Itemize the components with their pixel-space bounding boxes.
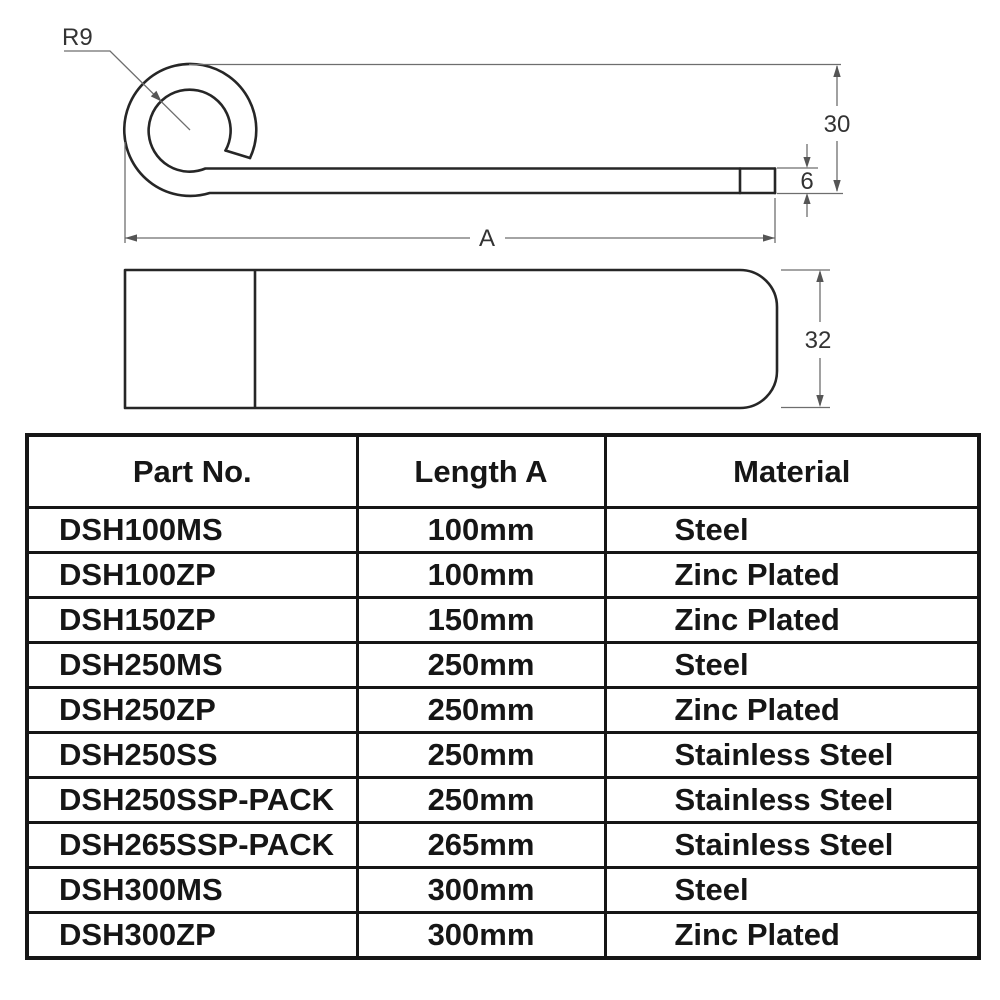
- header-row: [27, 435, 979, 508]
- arrow-a-left: [125, 234, 137, 241]
- technical-drawing: [0, 0, 1000, 430]
- length-a-label: A: [478, 225, 496, 252]
- material-cell: Zinc Plated: [605, 913, 979, 959]
- part-no-cell: DSH100MS: [27, 508, 357, 553]
- radius-label: R9: [62, 24, 93, 51]
- hook-inner-outline: [149, 90, 775, 172]
- thickness-6-label: 6: [800, 168, 814, 195]
- material-cell: Zinc Plated: [605, 553, 979, 598]
- length-cell: 265mm: [357, 823, 605, 868]
- material-cell: Steel: [605, 643, 979, 688]
- material-cell: Steel: [605, 868, 979, 913]
- length-cell: 150mm: [357, 598, 605, 643]
- arrow-32-up: [816, 270, 823, 282]
- material-cell: Zinc Plated: [605, 598, 979, 643]
- arrow-a-right: [763, 234, 775, 241]
- length-cell: 250mm: [357, 778, 605, 823]
- arrow-30-up: [833, 65, 840, 77]
- radius-leader-line: [64, 51, 190, 130]
- part-no-cell: DSH100ZP: [27, 553, 357, 598]
- length-cell: 300mm: [357, 913, 605, 959]
- part-no-cell: DSH250MS: [27, 643, 357, 688]
- part-no-cell: DSH300ZP: [27, 913, 357, 959]
- material-cell: Stainless Steel: [605, 778, 979, 823]
- table-row: [27, 553, 979, 598]
- length-cell: 250mm: [357, 688, 605, 733]
- front-view-outline: [125, 270, 777, 408]
- table-row: [27, 913, 979, 959]
- parts-table: [25, 433, 981, 960]
- arrow-30-down: [833, 180, 840, 192]
- part-no-cell: DSH250SS: [27, 733, 357, 778]
- table-body: [27, 508, 979, 959]
- side-view-dimensions: [64, 51, 843, 243]
- hook-outer-outline: [124, 64, 775, 196]
- length-cell: 100mm: [357, 508, 605, 553]
- material-cell: Stainless Steel: [605, 823, 979, 868]
- width-32-label: 32: [804, 327, 832, 354]
- table-row: [27, 778, 979, 823]
- part-no-cell: DSH250SSP-PACK: [27, 778, 357, 823]
- part-no-cell: DSH300MS: [27, 868, 357, 913]
- table-row: [27, 688, 979, 733]
- part-no-cell: DSH265SSP-PACK: [27, 823, 357, 868]
- hook-tip-face: [226, 151, 251, 159]
- length-cell: 300mm: [357, 868, 605, 913]
- table-row: [27, 868, 979, 913]
- table-row: [27, 733, 979, 778]
- part-no-cell: DSH150ZP: [27, 598, 357, 643]
- material-cell: Steel: [605, 508, 979, 553]
- table-row: [27, 598, 979, 643]
- column-header-material: Material: [605, 435, 979, 508]
- length-cell: 100mm: [357, 553, 605, 598]
- column-header-part-no: Part No.: [27, 435, 357, 508]
- arrow-32-down: [816, 395, 823, 407]
- length-cell: 250mm: [357, 643, 605, 688]
- length-cell: 250mm: [357, 733, 605, 778]
- material-cell: Zinc Plated: [605, 688, 979, 733]
- table-row: [27, 823, 979, 868]
- front-view: [125, 270, 777, 408]
- side-view: [124, 64, 775, 196]
- arrow-6-down: [803, 157, 810, 168]
- column-header-length: Length A: [357, 435, 605, 508]
- table-row: [27, 508, 979, 553]
- part-no-cell: DSH250ZP: [27, 688, 357, 733]
- table-row: [27, 643, 979, 688]
- height-30-label: 30: [823, 111, 851, 138]
- material-cell: Stainless Steel: [605, 733, 979, 778]
